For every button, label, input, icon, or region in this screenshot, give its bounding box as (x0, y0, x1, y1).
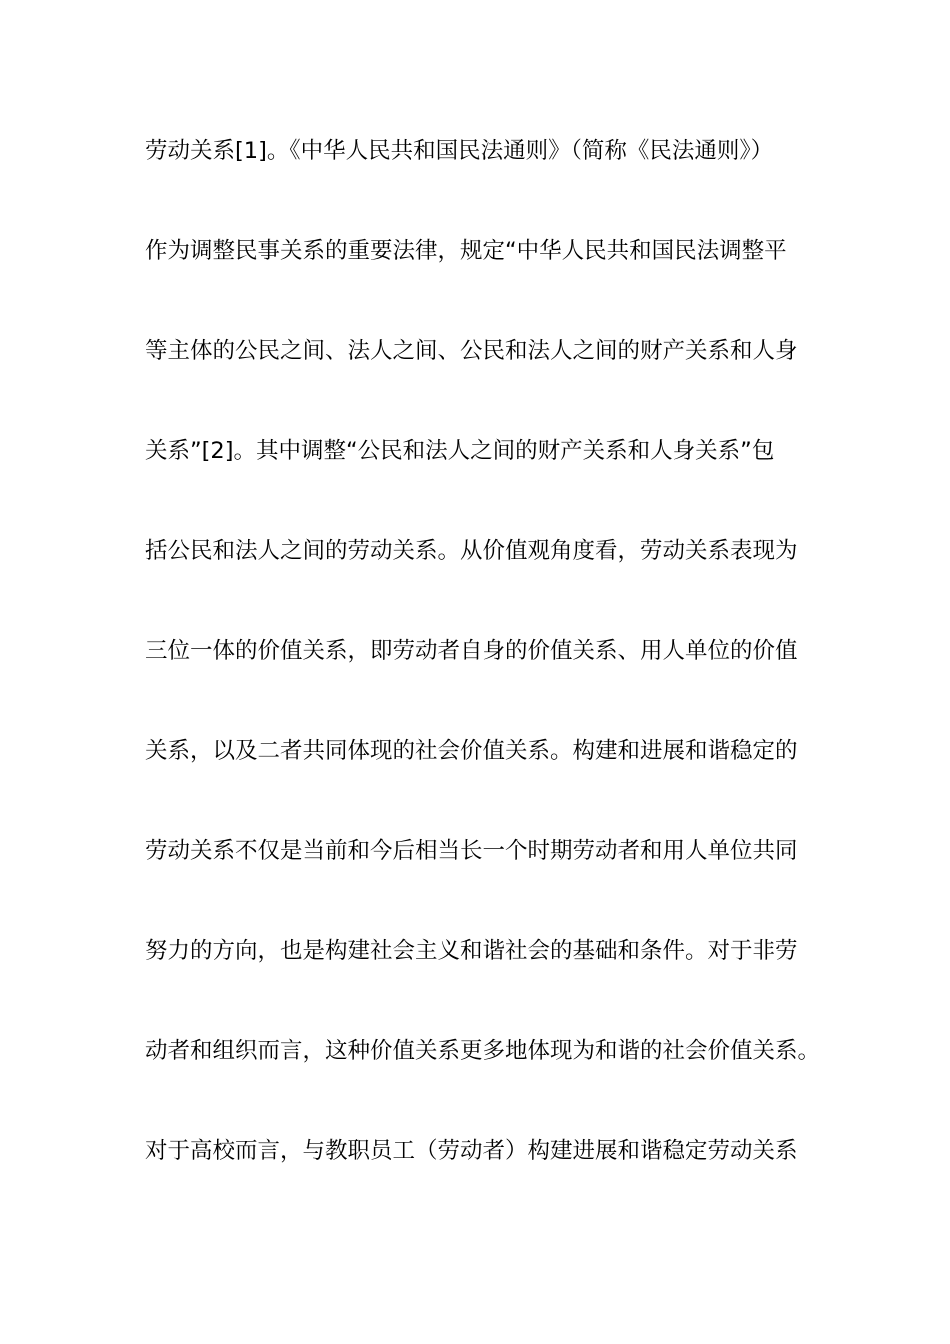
text-line: 关系，以及二者共同体现的社会价值关系。构建和进展和谐稳定的 (145, 738, 798, 764)
text-line: 对于高校而言，与教职员工（劳动者）构建进展和谐稳定劳动关系 (145, 1138, 798, 1164)
text-line: 三位一体的价值关系，即劳动者自身的价值关系、用人单位的价值 (145, 638, 798, 664)
text-line: 劳动关系[1]。《中华人民共和国民法通则》（简称《民法通则》） (145, 138, 774, 164)
text-line: 努力的方向，也是构建社会主义和谐社会的基础和条件。对于非劳 (145, 938, 798, 964)
body-text (145, 127, 845, 1227)
text-line: 括公民和法人之间的劳动关系。从价值观角度看，劳动关系表现为 (145, 538, 798, 564)
text-line: 劳动关系不仅是当前和今后相当长一个时期劳动者和用人单位共同 (145, 838, 798, 864)
text-line: 等主体的公民之间、法人之间、公民和法人之间的财产关系和人身 (145, 338, 798, 364)
text-line: 关系”[2]。其中调整“公民和法人之间的财产关系和人身关系”包 (145, 438, 775, 464)
text-line: 作为调整民事关系的重要法律，规定“中华人民共和国民法调整平 (145, 238, 787, 264)
text-line: 动者和组织而言，这种价值关系更多地体现为和谐的社会价值关系。 (145, 1038, 821, 1064)
